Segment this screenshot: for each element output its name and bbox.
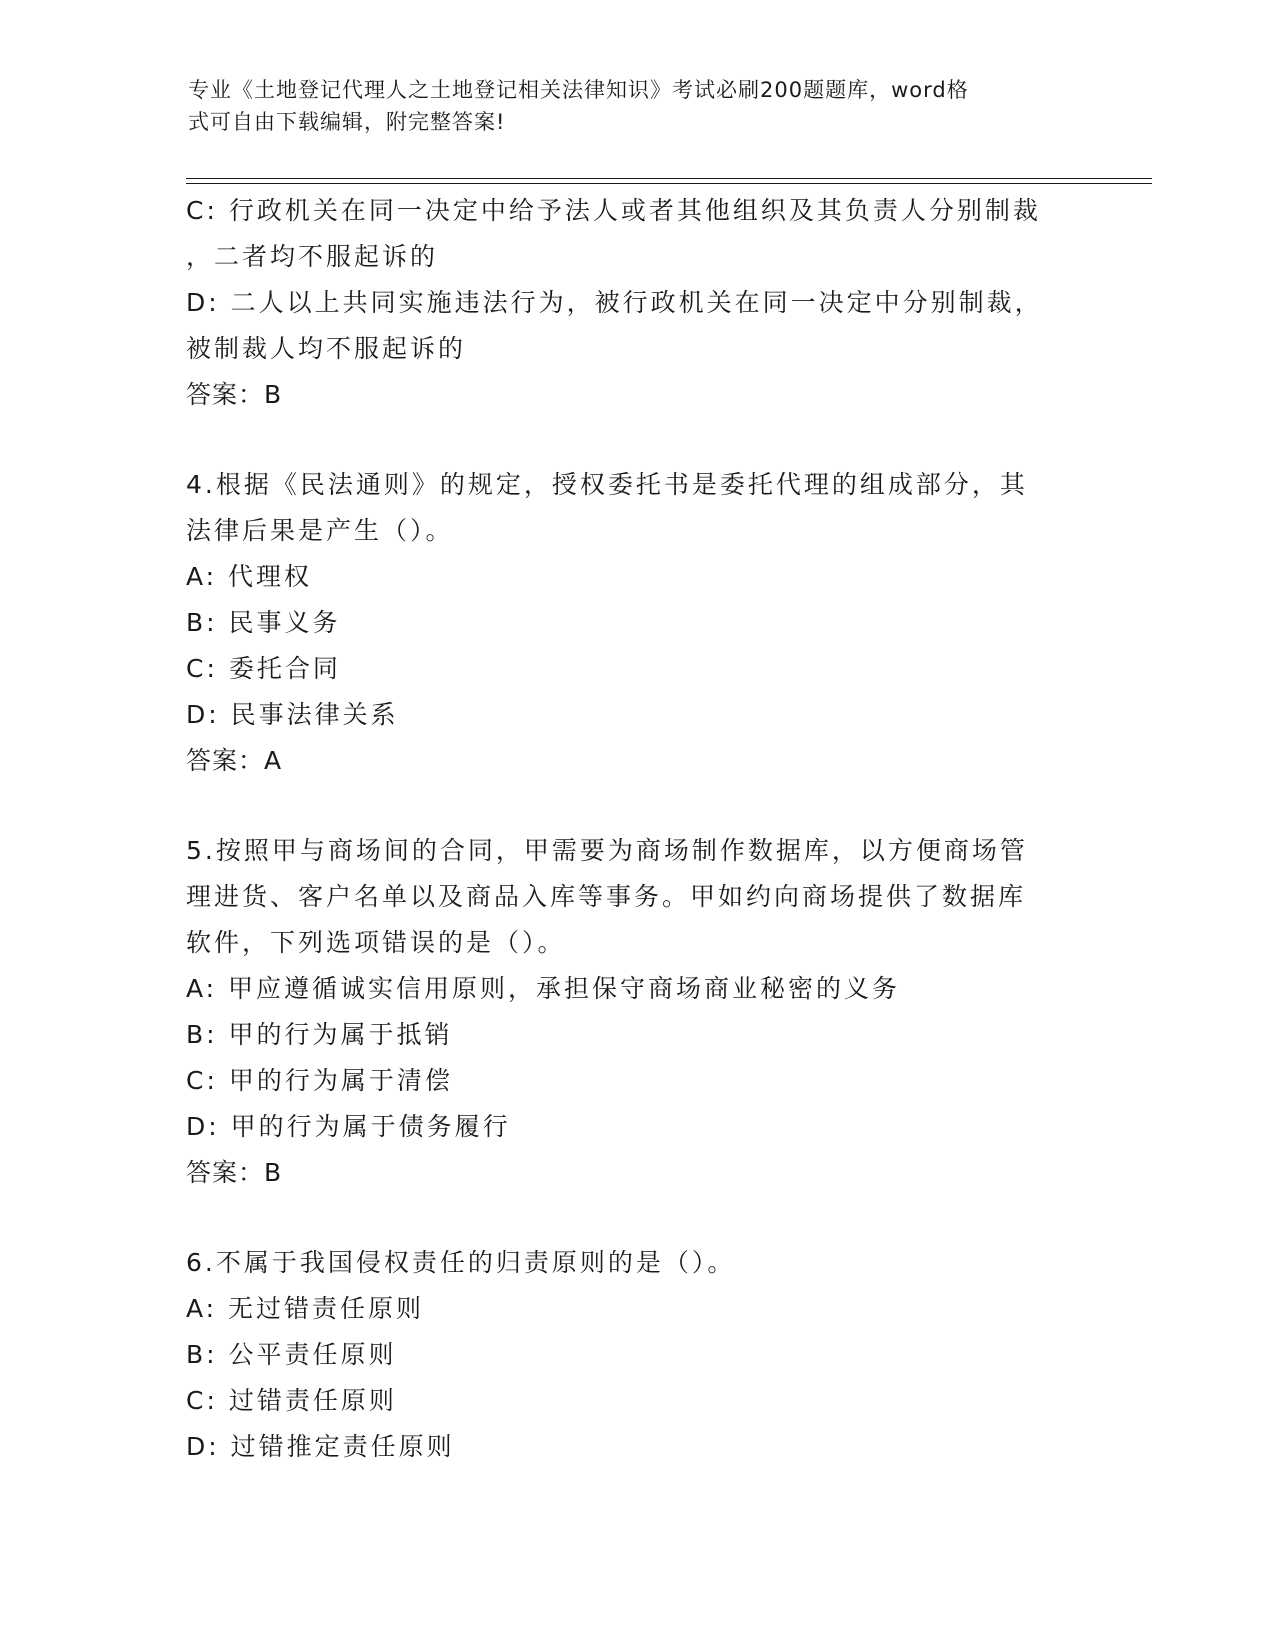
question-text-line-1: 4.根据《民法通则》的规定，授权委托书是委托代理的组成部分，其 xyxy=(186,470,1028,499)
option-d-line-2: 被制裁人均不服起诉的 xyxy=(186,334,467,363)
answer-line: 答案：B xyxy=(186,380,283,409)
option-a: A: 无过错责任原则 xyxy=(186,1294,425,1323)
option-b: B: 民事义务 xyxy=(186,608,341,637)
option-c-line-1: C: 行政机关在同一决定中给予法人或者其他组织及其负责人分别制裁 xyxy=(186,196,1041,225)
question-text-line-2: 法律后果是产生（）。 xyxy=(186,516,454,545)
option-c: C: 过错责任原则 xyxy=(186,1386,397,1415)
question-4 xyxy=(186,462,1086,784)
option-a: A: 甲应遵循诚实信用原则，承担保守商场商业秘密的义务 xyxy=(186,974,901,1003)
question-text-line-2: 理进货、客户名单以及商品入库等事务。甲如约向商场提供了数据库 xyxy=(186,882,1027,911)
header-divider-top xyxy=(186,178,1152,179)
header-line-2: 式可自由下载编辑，附完整答案! xyxy=(188,110,506,134)
option-d: D: 过错推定责任原则 xyxy=(186,1432,455,1461)
question-text-line-3: 软件，下列选项错误的是（）。 xyxy=(186,928,566,957)
option-a: A: 代理权 xyxy=(186,562,313,591)
question-5 xyxy=(186,828,1086,1196)
spacer xyxy=(186,418,1086,462)
option-c-line-2: ，二者均不服起诉的 xyxy=(186,242,439,271)
header-divider-bottom xyxy=(186,183,1152,184)
option-c: C: 甲的行为属于清偿 xyxy=(186,1066,453,1095)
option-c: C: 委托合同 xyxy=(186,654,341,683)
document-header xyxy=(188,74,1068,138)
header-line-1: 专业《土地登记代理人之土地登记相关法律知识》考试必刷200题题库，word格 xyxy=(188,78,969,102)
spacer xyxy=(186,1196,1086,1240)
option-d-line-1: D: 二人以上共同实施违法行为，被行政机关在同一决定中分别制裁， xyxy=(186,288,1043,317)
answer-line: 答案：A xyxy=(186,746,283,775)
question-text-line-1: 6.不属于我国侵权责任的归责原则的是（）。 xyxy=(186,1248,736,1277)
option-d: D: 甲的行为属于债务履行 xyxy=(186,1112,511,1141)
option-b: B: 甲的行为属于抵销 xyxy=(186,1020,453,1049)
option-d: D: 民事法律关系 xyxy=(186,700,399,729)
option-b: B: 公平责任原则 xyxy=(186,1340,397,1369)
question-3-tail xyxy=(186,188,1086,418)
question-6 xyxy=(186,1240,1086,1470)
answer-line: 答案：B xyxy=(186,1158,283,1187)
spacer xyxy=(186,784,1086,828)
question-list xyxy=(186,188,1086,1470)
question-text-line-1: 5.按照甲与商场间的合同，甲需要为商场制作数据库，以方便商场管 xyxy=(186,836,1028,865)
